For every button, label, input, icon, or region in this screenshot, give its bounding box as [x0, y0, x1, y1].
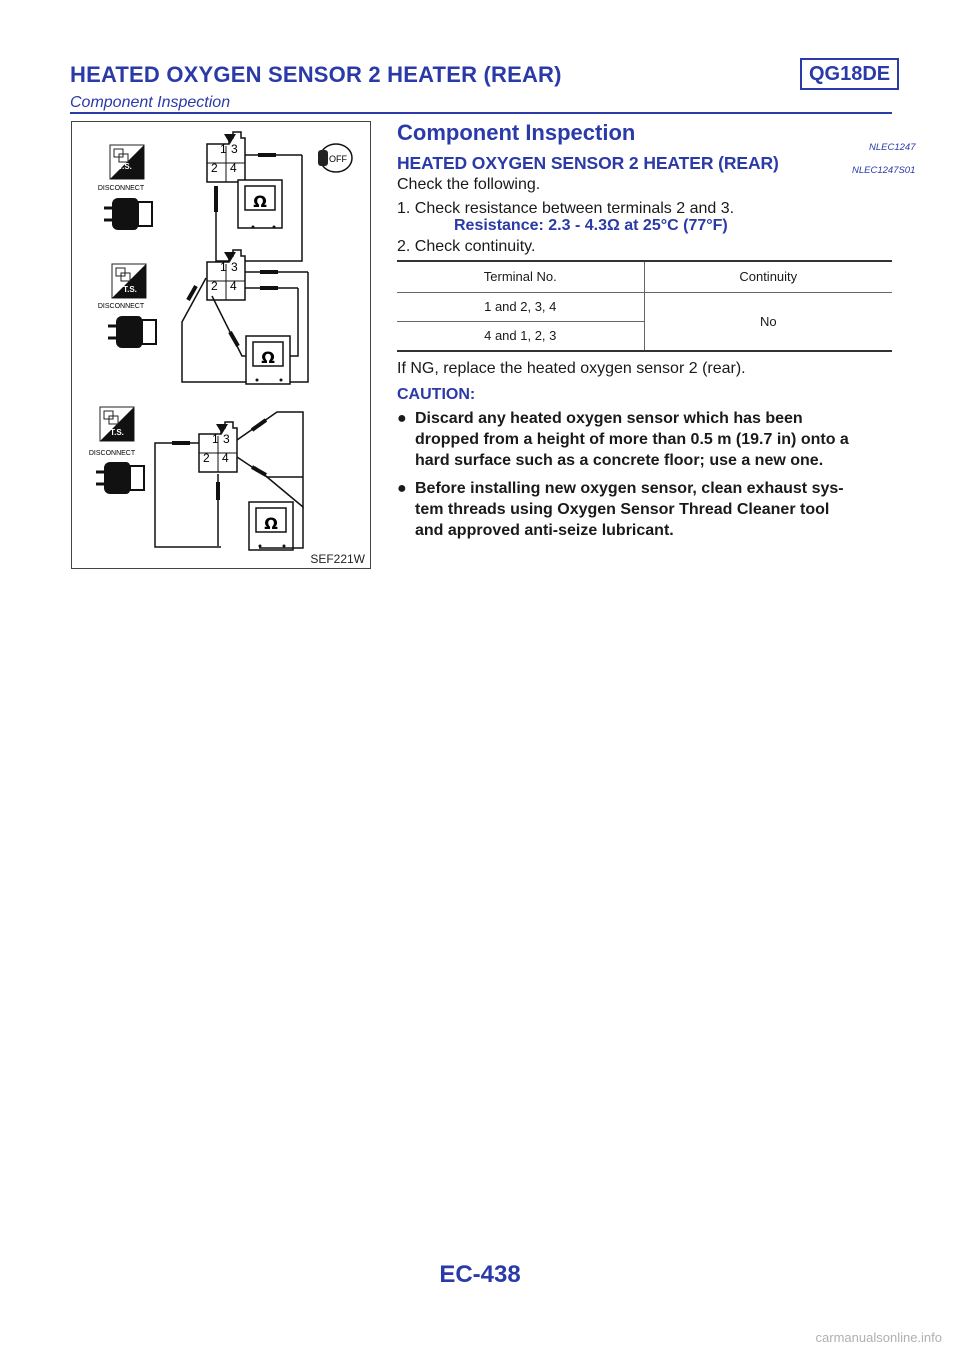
svg-text:3: 3 [223, 432, 230, 446]
svg-text:Ω: Ω [253, 192, 267, 211]
svg-text:Ω: Ω [264, 514, 278, 533]
svg-text:OFF: OFF [329, 154, 347, 164]
diagram-panel-2 [98, 250, 308, 384]
table-row: 4 and 1, 2, 3 [397, 321, 644, 350]
section-heading: Component Inspection [397, 120, 636, 145]
svg-text:T.S.: T.S. [123, 285, 137, 294]
section-subheading-ref: NLEC1247S01 [852, 165, 916, 176]
svg-text:3: 3 [231, 260, 238, 274]
svg-text:2: 2 [211, 279, 218, 293]
svg-text:4: 4 [230, 161, 237, 175]
table-header-continuity: Continuity [644, 262, 893, 292]
caution-label: CAUTION: [397, 386, 476, 403]
diagram-panel-1 [98, 132, 352, 261]
engine-code-badge: QG18DE [800, 58, 899, 90]
svg-text:Ω: Ω [261, 348, 275, 367]
page-header-subtitle: Component Inspection [70, 94, 231, 111]
caution-item-2-line: and approved anti-seize lubricant. [415, 522, 674, 539]
step-2-text: 2. Check continuity. [397, 238, 536, 255]
watermark: carmanualsonline.info [815, 1330, 942, 1345]
caution-item-2-line: Before installing new oxygen sensor, clean exhaust sys- [415, 480, 844, 497]
diagram-panel-3 [89, 407, 303, 550]
svg-text:4: 4 [222, 451, 229, 465]
section-heading-ref: NLEC1247 [869, 142, 916, 153]
page-header-title: HEATED OXYGEN SENSOR 2 HEATER (REAR) [70, 62, 562, 87]
svg-text:1: 1 [212, 432, 219, 446]
section-subheading: HEATED OXYGEN SENSOR 2 HEATER (REAR) [397, 153, 779, 173]
header-rule [70, 112, 892, 114]
svg-text:2: 2 [203, 451, 210, 465]
continuity-table [397, 260, 892, 352]
table-continuity-value: No [644, 293, 893, 350]
svg-text:DISCONNECT: DISCONNECT [97, 303, 145, 310]
svg-text:T.S.: T.S. [118, 162, 132, 171]
svg-text:3: 3 [231, 142, 238, 156]
table-header-terminal: Terminal No. [483, 269, 557, 284]
svg-text:2: 2 [211, 161, 218, 175]
svg-text:1: 1 [220, 142, 227, 156]
caution-item-1-line: Discard any heated oxygen sensor which has been [415, 410, 803, 427]
caution-item-2-line: tem threads using Oxygen Sensor Thread Cleaner tool [415, 501, 830, 518]
caution-item-1-line: dropped from a height of more than 0.5 m (19.7 in) onto a [415, 431, 849, 448]
wiring-diagram [72, 122, 370, 568]
ng-text: If NG, replace the heated oxygen sensor 2 (rear). [397, 360, 746, 377]
page-number: EC-438 [439, 1261, 521, 1288]
svg-text:DISCONNECT: DISCONNECT [97, 185, 145, 192]
resistance-spec: Resistance: 2.3 - 4.3Ω at 25°C (77°F) [454, 217, 728, 234]
step-1-text: 1. Check resistance between terminals 2 and 3. [397, 200, 735, 217]
bullet-icon: ● [397, 480, 407, 497]
svg-text:1: 1 [220, 260, 227, 274]
svg-text:T.S.: T.S. [110, 428, 124, 437]
svg-text:DISCONNECT: DISCONNECT [88, 450, 136, 457]
intro-text: Check the following. [397, 176, 541, 193]
caution-item-1-line: hard surface such as a concrete floor; use a new one. [415, 452, 824, 469]
svg-text:4: 4 [230, 279, 237, 293]
figure-code: SEF221W [310, 552, 365, 566]
table-row: 1 and 2, 3, 4 [484, 299, 557, 314]
table-header-row [397, 262, 892, 293]
bullet-icon: ● [397, 410, 407, 427]
table-body [397, 293, 892, 350]
inspection-figure [71, 121, 371, 569]
